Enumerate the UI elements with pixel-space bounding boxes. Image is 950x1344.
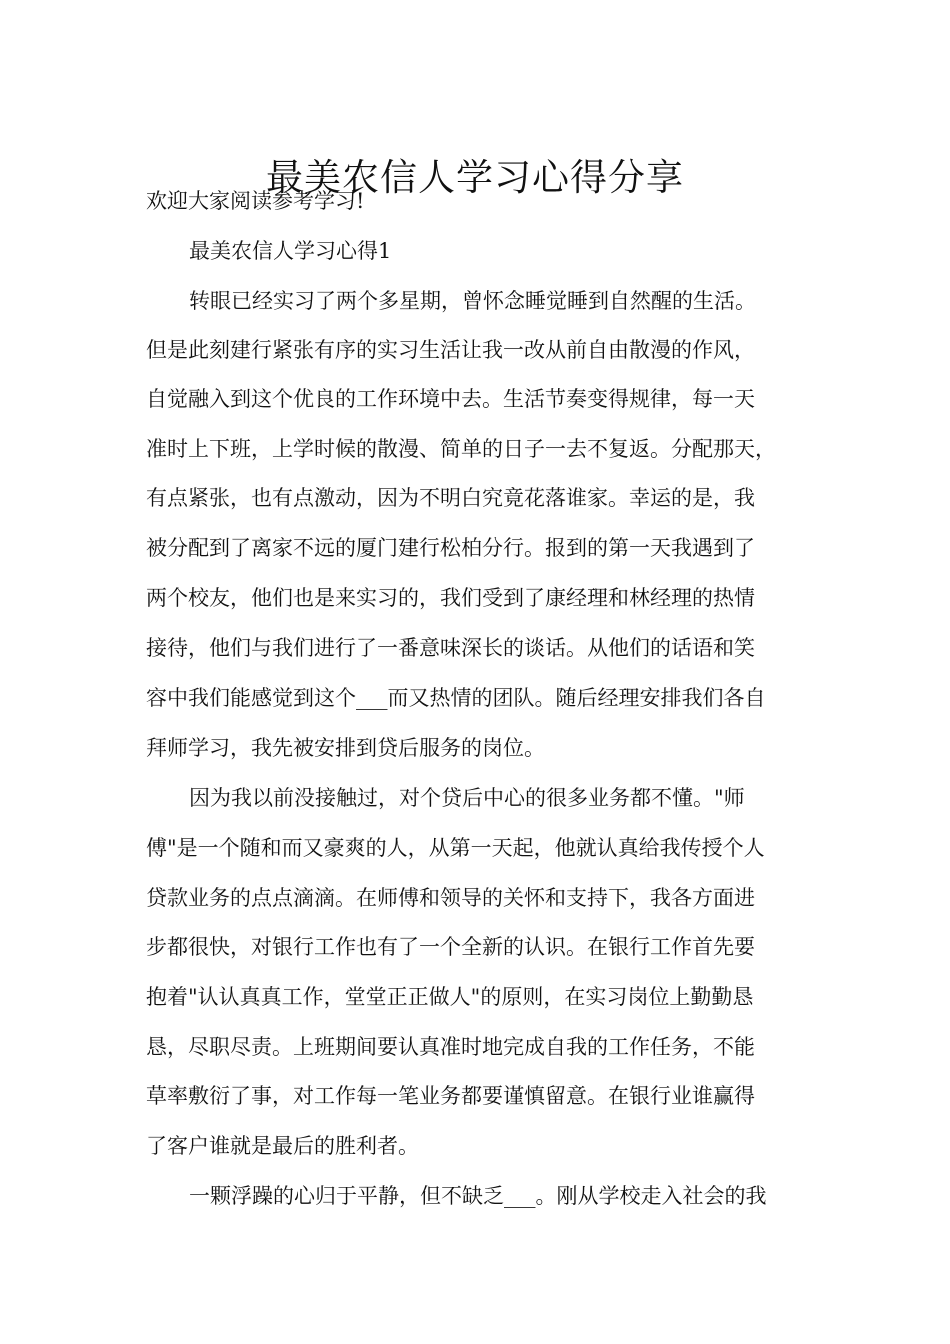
paragraph2-line: 贷款业务的点点滴滴。在师傅和领导的关怀和支持下，我各方面进	[146, 886, 755, 910]
paragraph3-line: 一颗浮躁的心归于平静，但不缺乏___。刚从学校走入社会的我	[189, 1184, 767, 1208]
intro-text: 欢迎大家阅读参考学习!	[146, 189, 365, 213]
paragraph2-line: 步都很快，对银行工作也有了一个全新的认识。在银行工作首先要	[146, 935, 755, 959]
paragraph2-line: 了客户谁就是最后的胜利者。	[146, 1134, 419, 1158]
paragraph1-line: 转眼已经实习了两个多星期，曾怀念睡觉睡到自然醒的生活。	[189, 289, 756, 313]
paragraph1-line: 但是此刻建行紧张有序的实习生活让我一改从前自由散漫的作风，	[146, 338, 755, 362]
paragraph1-line: 准时上下班，上学时候的散漫、简单的日子一去不复返。分配那天，	[146, 437, 776, 461]
paragraph2-line: 草率敷衍了事，对工作每一笔业务都要谨慎留意。在银行业谁赢得	[146, 1084, 755, 1108]
paragraph1-line: 被分配到了离家不远的厦门建行松柏分行。报到的第一天我遇到了	[146, 536, 755, 560]
section-heading: 最美农信人学习心得1	[189, 239, 392, 263]
paragraph1-line: 容中我们能感觉到这个___而又热情的团队。随后经理安排我们各自	[146, 686, 766, 710]
paragraph2-line: 傅"是一个随和而又豪爽的人，从第一天起，他就认真给我传授个人	[146, 836, 765, 860]
paragraph2-line: 抱着"认认真真工作，堂堂正正做人"的原则，在实习岗位上勤勤恳	[146, 985, 754, 1009]
paragraph2-line: 恳，尽职尽责。上班期间要认真准时地完成自我的工作任务，不能	[146, 1035, 755, 1059]
document-title: 最美农信人学习心得分享	[266, 155, 684, 199]
paragraph1-line: 拜师学习，我先被安排到贷后服务的岗位。	[146, 736, 545, 760]
paragraph1-line: 自觉融入到这个优良的工作环境中去。生活节奏变得规律，每一天	[146, 387, 755, 411]
paragraph2-line: 因为我以前没接触过，对个贷后中心的很多业务都不懂。"师	[189, 786, 745, 810]
paragraph1-line: 有点紧张，也有点激动，因为不明白究竟花落谁家。幸运的是，我	[146, 486, 755, 510]
paragraph1-line: 接待，他们与我们进行了一番意味深长的谈话。从他们的话语和笑	[146, 636, 755, 660]
paragraph1-line: 两个校友，他们也是来实习的，我们受到了康经理和林经理的热情	[146, 586, 755, 610]
